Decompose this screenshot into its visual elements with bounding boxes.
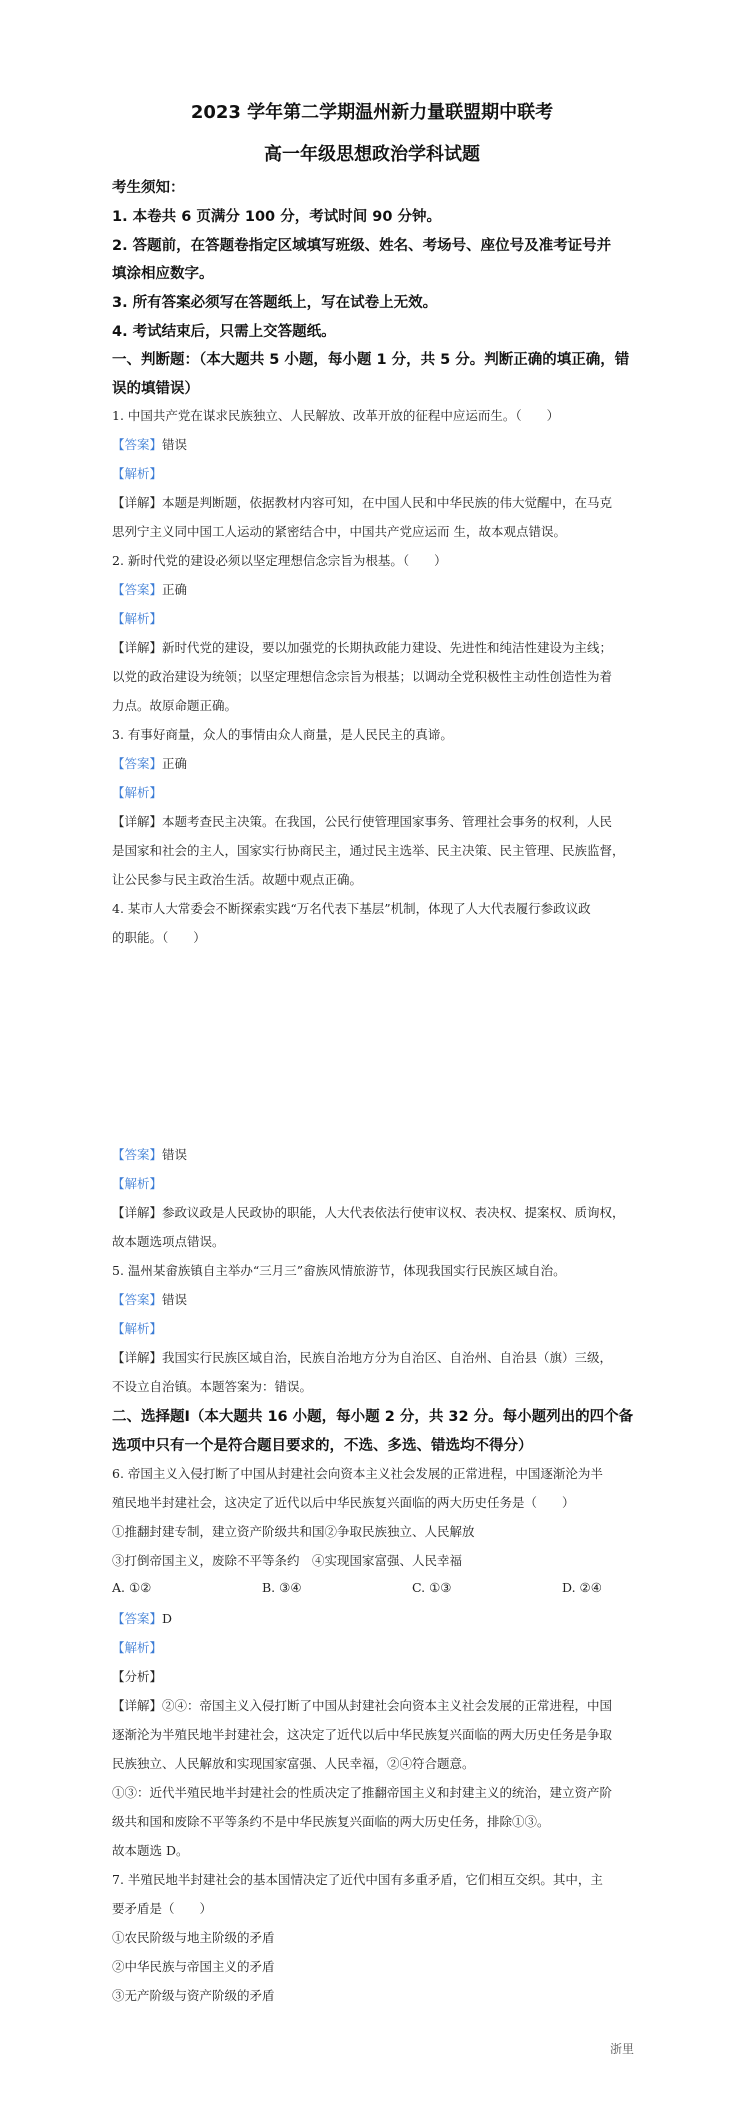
statement-line: ③打倒帝国主义，废除不平等条约 ④实现国家富强、人民幸福 bbox=[112, 1553, 463, 1568]
statement-line: ①推翻封建专制，建立资产阶级共和国②争取民族独立、人民解放 bbox=[112, 1524, 475, 1539]
detail-line: 故本题选 D。 bbox=[112, 1843, 189, 1858]
answer-line bbox=[112, 1145, 187, 1163]
fenxi-tag: 【分析】 bbox=[112, 1669, 163, 1684]
question-stem: 2. 新时代党的建设必须以坚定理想信念宗旨为根基。（ ） bbox=[112, 553, 447, 568]
question-stem: 殖民地半封建社会，这决定了近代以后中华民族复兴面临的两大历史任务是（ ） bbox=[112, 1495, 575, 1510]
detail-line: 【详解】②④：帝国主义入侵打断了中国从封建社会向资本主义社会发展的正常进程，中国 bbox=[112, 1698, 613, 1713]
detail-line: ①③：近代半殖民地半封建社会的性质决定了推翻帝国主义和封建主义的统治，建立资产阶 bbox=[112, 1785, 613, 1800]
analysis-tag: 【解析】 bbox=[112, 611, 163, 626]
answer-value: 正确 bbox=[162, 582, 188, 597]
detail-line: 逐渐沦为半殖民地半封建社会，这决定了近代以后中华民族复兴面临的两大历史任务是争取 bbox=[112, 1727, 613, 1742]
detail-line: 级共和国和废除不平等条约不是中华民族复兴面临的两大历史任务，排除①③。 bbox=[112, 1814, 550, 1829]
detail-line: 不设立自治镇。本题答案为：错误。 bbox=[112, 1379, 313, 1394]
answer-line bbox=[112, 1609, 172, 1627]
question-stem: 7. 半殖民地半封建社会的基本国情决定了近代中国有多重矛盾，它们相互交织。其中，主 bbox=[112, 1872, 603, 1887]
answer-line bbox=[112, 435, 187, 453]
notice-heading: 考生须知： bbox=[112, 180, 185, 196]
question-stem: 5. 温州某畲族镇自主举办“三月三”畲族风情旅游节，体现我国实行民族区域自治。 bbox=[112, 1263, 566, 1278]
option-a: A. ①② bbox=[112, 1580, 152, 1595]
exam-subtitle: 高一年级思想政治学科试题 bbox=[264, 144, 480, 165]
answer-tag: 【答案】 bbox=[112, 1147, 163, 1162]
detail-line: 让公民参与民主政治生活。故题中观点正确。 bbox=[112, 872, 363, 887]
statement-line: ②中华民族与帝国主义的矛盾 bbox=[112, 1959, 275, 1974]
detail-line: 【详解】本题是判断题，依据教材内容可知，在中国人民和中华民族的伟大觉醒中，在马克 bbox=[112, 495, 613, 510]
notice-item: 填涂相应数字。 bbox=[112, 266, 214, 282]
option-b: B. ③④ bbox=[262, 1580, 302, 1595]
detail-line: 故本题选项点错误。 bbox=[112, 1234, 225, 1249]
answer-value: 错误 bbox=[162, 1147, 188, 1162]
answer-tag: 【答案】 bbox=[112, 437, 163, 452]
question-stem: 3. 有事好商量，众人的事情由众人商量，是人民民主的真谛。 bbox=[112, 727, 453, 742]
question-stem: 要矛盾是（ ） bbox=[112, 1901, 213, 1916]
section2-heading: 二、选择题Ⅰ（本大题共 16 小题，每小题 2 分，共 32 分。每小题列出的四个备 bbox=[112, 1409, 634, 1425]
question-stem: 4. 某市人大常委会不断探索实践“万名代表下基层”机制，体现了人大代表履行参政议政 bbox=[112, 901, 591, 916]
answer-line bbox=[112, 754, 187, 772]
analysis-tag: 【解析】 bbox=[112, 466, 163, 481]
detail-line: 【详解】参政议政是人民政协的职能，人大代表依法行使审议权、表决权、提案权、质询权， bbox=[112, 1205, 625, 1220]
answer-value: D bbox=[162, 1611, 173, 1626]
page-footer: 浙里 bbox=[609, 2042, 634, 2056]
detail-line: 是国家和社会的主人，国家实行协商民主，通过民主选举、民主决策、民主管理、民族监督， bbox=[112, 843, 625, 858]
answer-tag: 【答案】 bbox=[112, 582, 163, 597]
answer-tag: 【答案】 bbox=[112, 756, 163, 771]
analysis-tag: 【解析】 bbox=[112, 1640, 163, 1655]
detail-line: 力点。故原命题正确。 bbox=[112, 698, 238, 713]
statement-line: ①农民阶级与地主阶级的矛盾 bbox=[112, 1930, 275, 1945]
question-stem: 的职能。（ ） bbox=[112, 930, 206, 945]
notice-item: 3. 所有答案必须写在答题纸上，写在试卷上无效。 bbox=[112, 295, 438, 311]
option-c: C. ①③ bbox=[412, 1580, 452, 1595]
answer-tag: 【答案】 bbox=[112, 1611, 163, 1626]
detail-line: 【详解】新时代党的建设，要以加强党的长期执政能力建设、先进性和纯洁性建设为主线； bbox=[112, 640, 613, 655]
notice-item: 4. 考试结束后，只需上交答题纸。 bbox=[112, 324, 336, 340]
section1-heading: 误的填错误） bbox=[112, 381, 199, 397]
section2-heading: 选项中只有一个是符合题目要求的，不选、多选、错选均不得分） bbox=[112, 1438, 533, 1454]
analysis-tag: 【解析】 bbox=[112, 1176, 163, 1191]
answer-value: 错误 bbox=[162, 1292, 188, 1307]
detail-line: 思列宁主义同中国工人运动的紧密结合中，中国共产党应运而 生，故本观点错误。 bbox=[112, 524, 566, 539]
answer-line bbox=[112, 1290, 187, 1308]
detail-line: 【详解】本题考查民主决策。在我国，公民行使管理国家事务、管理社会事务的权利，人民 bbox=[112, 814, 613, 829]
exam-title: 2023 学年第二学期温州新力量联盟期中联考 bbox=[190, 102, 554, 123]
question-stem: 6. 帝国主义入侵打断了中国从封建社会向资本主义社会发展的正常进程，中国逐渐沦为半 bbox=[112, 1466, 603, 1481]
answer-line bbox=[112, 580, 187, 598]
detail-line: 民族独立、人民解放和实现国家富强、人民幸福，②④符合题意。 bbox=[112, 1756, 475, 1771]
answer-tag: 【答案】 bbox=[112, 1292, 163, 1307]
analysis-tag: 【解析】 bbox=[112, 1321, 163, 1336]
question-stem: 1. 中国共产党在谋求民族独立、人民解放、改革开放的征程中应运而生。（ ） bbox=[112, 408, 560, 423]
answer-value: 错误 bbox=[162, 437, 188, 452]
statement-line: ③无产阶级与资产阶级的矛盾 bbox=[112, 1988, 275, 2003]
notice-item: 1. 本卷共 6 页满分 100 分，考试时间 90 分钟。 bbox=[112, 209, 441, 225]
notice-item: 2. 答题前，在答题卷指定区域填写班级、姓名、考场号、座位号及准考证号并 bbox=[112, 238, 612, 254]
option-d: D. ②④ bbox=[562, 1580, 602, 1595]
detail-line: 以党的政治建设为统领；以坚定理想信念宗旨为根基；以调动全党积极性主动性创造性为着 bbox=[112, 669, 613, 684]
analysis-tag: 【解析】 bbox=[112, 785, 163, 800]
answer-value: 正确 bbox=[162, 756, 188, 771]
section1-heading: 一、判断题：（本大题共 5 小题，每小题 1 分，共 5 分。判断正确的填正确，错 bbox=[112, 352, 630, 368]
detail-line: 【详解】我国实行民族区域自治，民族自治地方分为自治区、自治州、自治县（旗）三级， bbox=[112, 1350, 613, 1365]
